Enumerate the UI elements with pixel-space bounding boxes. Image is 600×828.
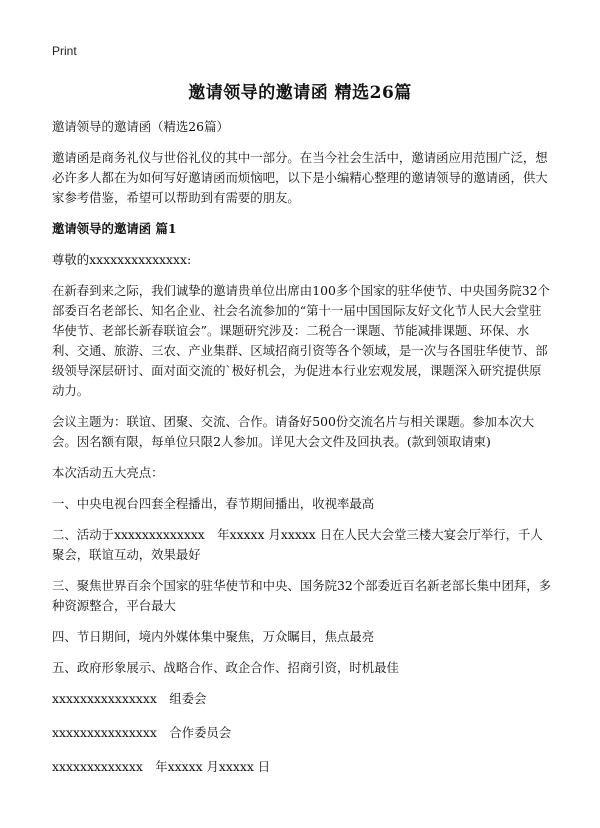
greeting: 尊敬的xxxxxxxxxxxxxx:: [52, 252, 192, 267]
highlight-item: 一、中央电视台四套全程播出，春节期间播出，收视率最高: [52, 496, 375, 511]
document-title: 邀请领导的邀请函 精选26篇: [188, 83, 412, 103]
body-paragraph: 本次活动五大亮点：: [52, 465, 164, 480]
highlight-item: 五、政府形象展示、战略合作、政企合作、招商引资，时机最佳: [52, 660, 399, 675]
highlight-item: 二、活动于xxxxxxxxxxxxx 年xxxxx 月xxxxx 日在人民大会堂三楼大宴会厅举行，千人聚会，联谊互动，效果最好: [52, 527, 543, 562]
signature-line: xxxxxxxxxxxxxxx 组委会: [52, 691, 207, 706]
subtitle: 邀请领导的邀请函（精选26篇）: [52, 119, 229, 134]
signature-line: xxxxxxxxxxxxxxx 合作委员会: [52, 725, 232, 740]
document-body: [52, 117, 552, 791]
print-link[interactable]: Print: [52, 44, 77, 58]
highlight-item: 四、节日期间，境内外媒体集中聚焦，万众瞩目，焦点最亮: [52, 629, 375, 644]
section-heading: 邀请领导的邀请函 篇1: [52, 221, 177, 236]
intro-paragraph: 邀请函是商务礼仪与世俗礼仪的其中一部分。在当今社会生活中，邀请函应用范围广泛，想必许多人都在为如何写好邀请函而烦恼吧，以下是小编精心整理的邀请领导的邀请函，供大家参考借鉴，希望可以帮助到有需要的朋友。: [52, 150, 548, 205]
body-paragraph: 在新春到来之际，我们诚挚的邀请贵单位出席由100多个国家的驻华使节、中央国务院32个部委百名老部长、知名企业、社会名流参加的“第十一届中国国际友好文化节人民大会堂驻华使节、老部长新春联谊会”。课题研究涉及：二税合一课题、节能减排课题、环保、水利、交通、旅游、三农、产业集群、区域招商引资等各个领域，是一次与各国驻华使节、部级领导深层研讨、面对面交流的`极好机会，为促进本行业宏观发展，课题深入研究提供原动力。: [52, 283, 550, 398]
signature-date: xxxxxxxxxxxxx 年xxxxx 月xxxxx 日: [52, 759, 271, 774]
body-paragraph: 会议主题为：联谊、团聚、交流、合作。请备好500份交流名片与相关课题。参加本次大会。因名额有限，每单位只限2人参加。详见大会文件及回执表。(款到领取请柬): [52, 414, 535, 449]
highlight-item: 三、聚焦世界百余个国家的驻华使节和中央、国务院32个部委近百名新老部长集中团拜，多种资源整合，平台最大: [52, 578, 552, 613]
